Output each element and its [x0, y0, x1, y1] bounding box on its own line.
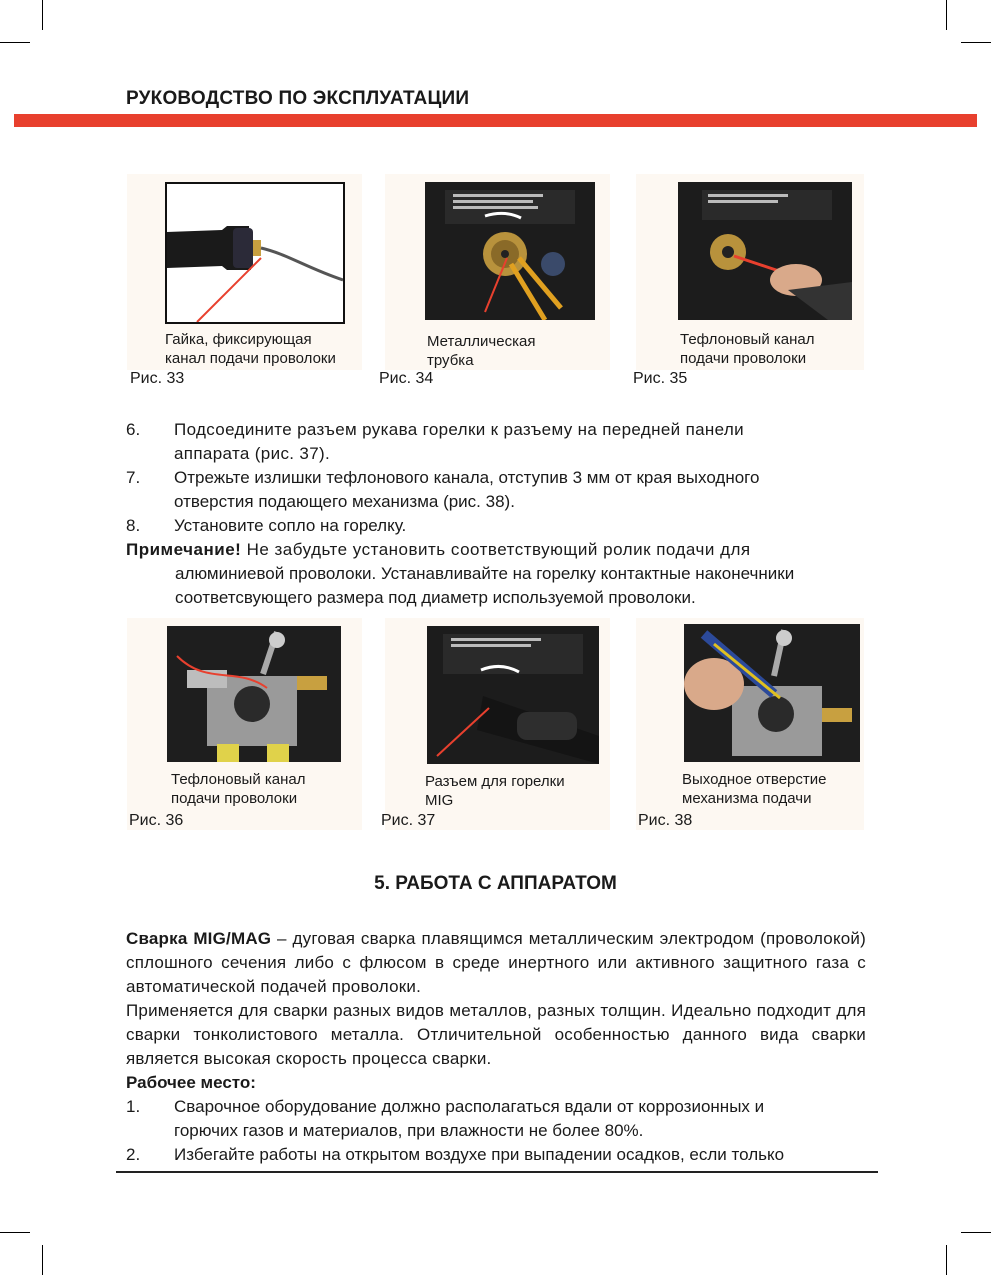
wire-feeder-illustration	[167, 626, 341, 762]
figure-36-caption	[171, 770, 305, 808]
figure-33-photo	[165, 182, 345, 324]
crop-mark	[42, 1245, 43, 1275]
step-6-line2: аппарата (рис. 37).	[174, 444, 331, 463]
step-2-line1: Избегайте работы на открытом воздухе при выпадении осадков, если только	[174, 1145, 785, 1164]
figure-38-caption-line1: Выходное отверстие	[682, 771, 827, 788]
note-line2: алюминиевой проволоки. Устанавливайте на горелку контактные наконечники	[175, 564, 795, 583]
crop-mark	[946, 1245, 947, 1275]
figure-33-label: Рис. 33	[130, 370, 185, 387]
paragraph-mig-mag-text: – дуговая сварка плавящимся металлическим электродом (проволокой) сплошного сечения либо с флюсом в среде инертного или активного защитного газа с автоматической подачей проволоки.	[126, 929, 866, 996]
crop-mark	[961, 1232, 991, 1233]
section-title: 5. РАБОТА С АППАРАТОМ	[374, 873, 617, 894]
step-1-line2: горючих газов и материалов, при влажности не более 80%.	[174, 1121, 644, 1140]
figure-34-label: Рис. 34	[379, 370, 434, 387]
step-1	[126, 1095, 866, 1143]
figure-37-label: Рис. 37	[381, 812, 436, 829]
figure-36-label: Рис. 36	[129, 812, 184, 829]
figure-36-photo	[167, 626, 341, 762]
figure-37	[385, 618, 610, 830]
step-2-number: 2.	[126, 1145, 141, 1164]
crop-mark	[946, 0, 947, 30]
figure-35	[636, 174, 864, 370]
mig-connector-illustration	[427, 626, 599, 764]
note-line3: соответсвующего размера под диаметр используемой проволоки.	[175, 588, 696, 607]
footer-rule	[116, 1171, 878, 1173]
figure-33-caption-line1: Гайка, фиксирующая	[165, 331, 312, 348]
figure-38-caption	[682, 770, 826, 808]
step-6-number: 6.	[126, 420, 141, 439]
figure-33	[127, 174, 362, 370]
figure-35-caption-line2: подачи проволоки	[680, 350, 807, 367]
figure-36-caption-line1: Тефлоновый канал	[171, 771, 306, 788]
workplace-heading: Рабочее место:	[126, 1073, 256, 1092]
crop-mark	[42, 0, 43, 30]
figure-38-label: Рис. 38	[638, 812, 693, 829]
step-6-line1: Подсоедините разъем рукава горелки к разъему на передней панели	[174, 420, 745, 439]
figure-35-caption-line1: Тефлоновый канал	[680, 331, 815, 348]
step-2-text	[174, 1143, 864, 1167]
note-block	[126, 538, 866, 610]
teflon-liner-illustration	[678, 182, 852, 320]
torch-nut-illustration	[167, 184, 343, 322]
step-1-line1: Сварочное оборудование должно располагаться вдали от коррозионных и	[174, 1097, 765, 1116]
figure-33-caption	[165, 330, 336, 368]
step-8	[126, 514, 866, 538]
step-6-text	[174, 418, 864, 466]
step-2	[126, 1143, 866, 1167]
step-7-line1: Отрежьте излишки тефлонового канала, отступив 3 мм от края выходного	[174, 468, 760, 487]
header-accent-bar	[14, 114, 977, 127]
figure-34-caption	[427, 332, 535, 370]
crop-mark	[0, 42, 30, 43]
figure-37-caption	[425, 772, 565, 810]
figure-35-photo	[678, 182, 852, 320]
step-7-text	[174, 466, 864, 514]
step-8-line1: Установите сопло на горелку.	[174, 516, 407, 535]
figure-34-photo	[425, 182, 595, 320]
figure-38-photo	[684, 624, 860, 762]
figure-37-caption-line1: Разъем для горелки	[425, 773, 565, 790]
step-7-number: 7.	[126, 468, 141, 487]
figure-34-caption-line1: Металлическая	[427, 333, 536, 350]
note-line1: Не забудьте установить соответствующий ролик подачи для	[246, 540, 751, 559]
paragraph-mig-mag	[126, 927, 866, 999]
figure-36	[127, 618, 362, 830]
feeder-outlet-illustration	[684, 624, 860, 762]
figure-34-caption-line2: трубка	[427, 352, 474, 369]
step-7	[126, 466, 866, 514]
step-7-line2: отверстия подающего механизма (рис. 38).	[174, 492, 515, 511]
note-label: Примечание!	[126, 540, 242, 559]
figure-34	[385, 174, 610, 370]
figure-37-caption-line2: MIG	[425, 792, 454, 809]
figure-38-caption-line2: механизма подачи	[682, 790, 812, 807]
figure-35-label: Рис. 35	[633, 370, 688, 387]
crop-mark	[961, 42, 991, 43]
figure-35-caption	[680, 330, 814, 368]
step-6	[126, 418, 866, 466]
figure-36-caption-line2: подачи проволоки	[171, 790, 298, 807]
crop-mark	[0, 1232, 30, 1233]
step-8-text	[174, 514, 864, 538]
figure-38	[636, 618, 864, 830]
page-header-title: РУКОВОДСТВО ПО ЭКСПЛУАТАЦИИ	[126, 88, 470, 109]
paragraph-mig-mag-term: Сварка MIG/MAG	[126, 929, 272, 948]
metal-tube-illustration	[425, 182, 595, 320]
figure-33-caption-line2: канал подачи проволоки	[165, 350, 336, 367]
step-8-number: 8.	[126, 516, 141, 535]
step-1-text	[174, 1095, 864, 1143]
step-1-number: 1.	[126, 1097, 141, 1116]
paragraph-application: Применяется для сварки разных видов металлов, разных толщин. Идеально подходит для сварки тонколистового металла. Отличительной особенностью данного вида сварки является высокая скорость процесса сварки.	[126, 1001, 866, 1068]
figure-37-photo	[427, 626, 599, 764]
